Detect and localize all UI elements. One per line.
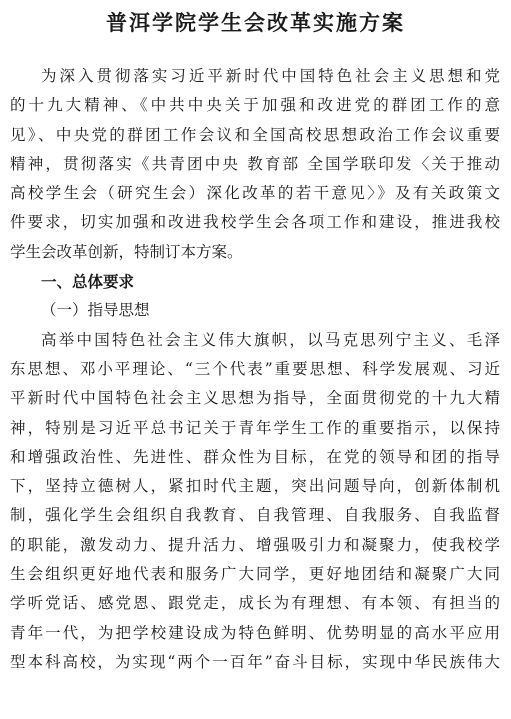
- section-heading: 一、总体要求: [41, 272, 135, 292]
- guiding-line: 生会组织更好地代表和服务广大同学，更好地团结和凝聚广大同: [10, 565, 500, 584]
- guiding-line: 的职能，激发动力、提升活力、增强吸引力和凝聚力，使我校学: [10, 535, 500, 554]
- intro-line: 的十九大精神、《中共中央关于加强和改进党的群团工作的意: [10, 96, 500, 115]
- subsection-heading: （一）指导思想: [41, 301, 150, 320]
- intro-line: 为深入贯彻落实习近平新时代中国特色社会主义思想和党: [41, 67, 500, 85]
- intro-line: 见》、中央党的群团工作会议和全国高校思想政治工作会议重要: [10, 125, 500, 144]
- guiding-line: 神，特别是习近平总书记关于青年学生工作的重要指示，以保持: [10, 418, 500, 437]
- guiding-line: 和增强政治性、先进性、群众性为目标，在党的领导和团的指导: [10, 447, 500, 466]
- document-title: 普洱学院学生会改革实施方案: [106, 10, 405, 35]
- intro-line: 精神，贯彻落实《共青团中央 教育部 全国学联印发〈关于推动: [10, 154, 500, 173]
- document-body: [10, 62, 500, 677]
- guiding-line: 制，强化学生会组织自我教育、自我管理、自我服务、自我监督: [10, 506, 500, 525]
- guiding-line: 学听党话、感党恩、跟党走，成长为有理想、有本领、有担当的: [10, 594, 500, 613]
- intro-line: 学生会改革创新，特制订本方案。: [10, 242, 243, 261]
- guiding-line: 平新时代中国特色社会主义思想为指导，全面贯彻党的十九大精: [10, 389, 500, 408]
- guiding-line: 青年一代，为把学校建设成为特色鲜明、优势明显的高水平应用: [10, 623, 500, 642]
- guiding-line: 高举中国特色社会主义伟大旗帜，以马克思列宁主义、毛泽: [41, 330, 500, 349]
- guiding-line: 型本科高校，为实现“两个一百年”奋斗目标，实现中华民族伟大: [10, 652, 500, 671]
- intro-line: 高校学生会（研究生会）深化改革的若干意见〉》及有关政策文: [10, 184, 500, 203]
- guiding-line: 东思想、邓小平理论、“三个代表”重要思想、科学发展观、习近: [10, 359, 500, 378]
- guiding-line: 下，坚持立德树人，紧扣时代主题，突出问题导向，创新体制机: [10, 477, 500, 496]
- intro-line: 件要求，切实加强和改进我校学生会各项工作和建设，推进我校: [10, 213, 500, 232]
